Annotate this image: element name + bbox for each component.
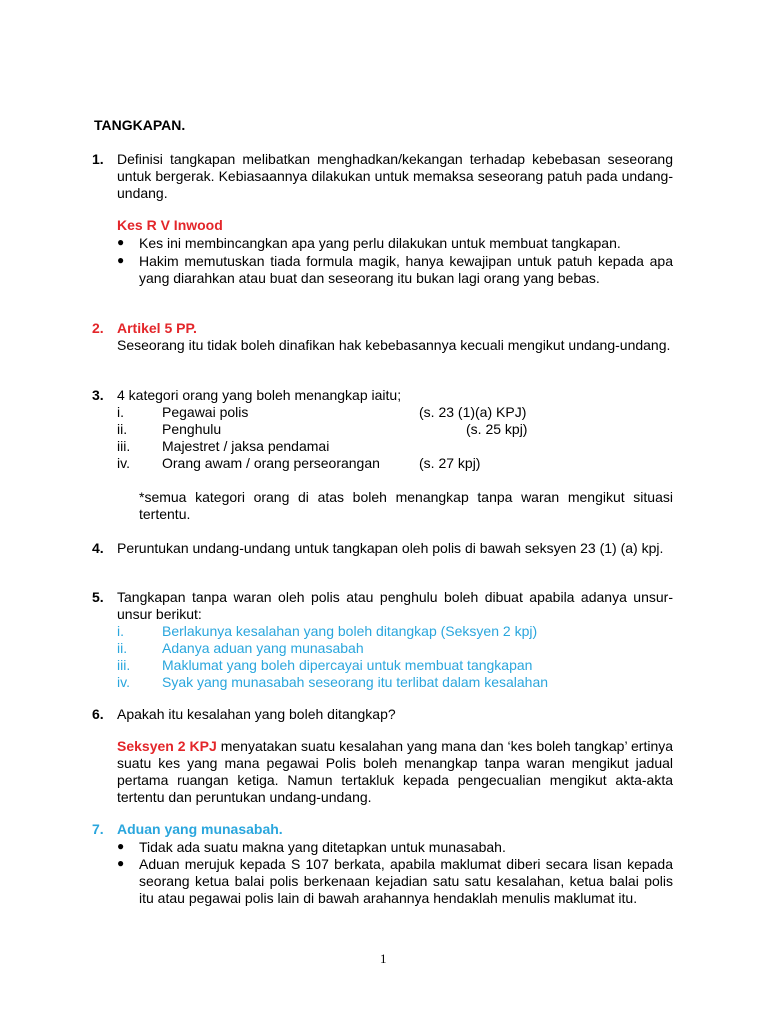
list-reference: (s. 23 (1)(a) KPJ) (419, 404, 527, 420)
section-1-bullet-2: Hakim memutuskan tiada formula magik, hanya kewajipan untuk patuh kepada apa yang diarahkan atau buat dan seseorang itu bukan lagi orang yang bebas. (139, 253, 673, 286)
section-1-text: Definisi tangkapan melibatkan menghadkan/kekangan terhadap kebebasan seseorang untuk bergerak. Kebiasaannya dilakukan untuk memaksa seseorang patuh pada undang-undang. (117, 151, 673, 201)
section-7-bullet-2: Aduan merujuk kepada S 107 berkata, apabila maklumat diberi secara lisan kepada seorang ketua balai polis berkenaan kejadian satu satu kesalahan, ketua balai polis itu atau pegawai polis lain di bawah arahannya hendaklah menulis maklumat itu. (139, 856, 673, 906)
case-title: Kes R V Inwood (117, 217, 223, 233)
list-label: Maklumat yang boleh dipercayai untuk membuat tangkapan (162, 657, 533, 673)
section-7-heading: Aduan yang munasabah. (117, 821, 283, 837)
list-label: Syak yang munasabah seseorang itu terlibat dalam kesalahan (162, 674, 549, 690)
section-2-heading: Artikel 5 PP. (117, 320, 197, 336)
list-roman: iii. (117, 657, 131, 673)
list-label: Majestret / jaksa pendamai (162, 438, 330, 454)
section-6-text: menyatakan suatu kesalahan yang mana dan ‘kes boleh tangkap’ ertinya suatu kes yang mana pegawai Polis boleh menangkap tanpa waran mengikut jadual pertama ruangan ketiga. Namun tertakluk kepada pengecualian mengikut akta-akta tertentu dan peruntukan undang-undang. (117, 738, 674, 805)
list-reference: (s. 25 kpj) (466, 421, 528, 437)
section-6-number: 6. (92, 706, 104, 722)
list-roman: ii. (117, 421, 128, 437)
section-1-number: 1. (92, 151, 104, 167)
section-3-number: 3. (92, 387, 104, 403)
bullet-icon: ● (117, 235, 125, 249)
section-4-number: 4. (92, 540, 104, 556)
list-roman: iv. (117, 455, 130, 471)
list-label: Penghulu (162, 421, 222, 437)
section-6-lead: Seksyen 2 KPJ (117, 738, 217, 754)
section-2-text: Seseorang itu tidak boleh dinafikan hak kebebasannya kecuali mengikut undang-undang. (117, 337, 671, 353)
list-label: Adanya aduan yang munasabah (162, 640, 364, 656)
bullet-icon: ● (117, 253, 125, 267)
section-5-text: Tangkapan tanpa waran oleh polis atau penghulu boleh dibuat apabila adanya unsur-unsur berikut: (117, 589, 673, 622)
bullet-icon: ● (117, 839, 125, 853)
document-title: TANGKAPAN. (94, 117, 186, 133)
section-6-question: Apakah itu kesalahan yang boleh ditangkap? (117, 706, 396, 722)
list-label: Orang awam / orang perseorangan (162, 455, 380, 471)
list-reference: (s. 27 kpj) (419, 455, 481, 471)
list-roman: iii. (117, 438, 131, 454)
page-number: 1 (380, 951, 387, 966)
section-7-number: 7. (92, 821, 104, 837)
list-roman: i. (117, 404, 124, 420)
list-label: Pegawai polis (162, 404, 249, 420)
section-6-paragraph (117, 738, 673, 806)
section-5-number: 5. (92, 589, 104, 605)
section-4-text: Peruntukan undang-undang untuk tangkapan oleh polis di bawah seksyen 23 (1) (a) kpj. (117, 540, 664, 556)
list-roman: iv. (117, 674, 130, 690)
section-3-intro: 4 kategori orang yang boleh menangkap iaitu; (117, 387, 402, 403)
list-label: Berlakunya kesalahan yang boleh ditangkap (Seksyen 2 kpj) (162, 623, 538, 639)
section-1-bullet-1: Kes ini membincangkan apa yang perlu dilakukan untuk membuat tangkapan. (139, 235, 621, 251)
section-3-note: *semua kategori orang di atas boleh menangkap tanpa waran mengikut situasi tertentu. (139, 489, 673, 522)
list-roman: i. (117, 623, 124, 639)
section-2-number: 2. (92, 320, 104, 336)
list-roman: ii. (117, 640, 128, 656)
section-7-bullet-1: Tidak ada suatu makna yang ditetapkan untuk munasabah. (139, 839, 506, 855)
bullet-icon: ● (117, 856, 125, 870)
